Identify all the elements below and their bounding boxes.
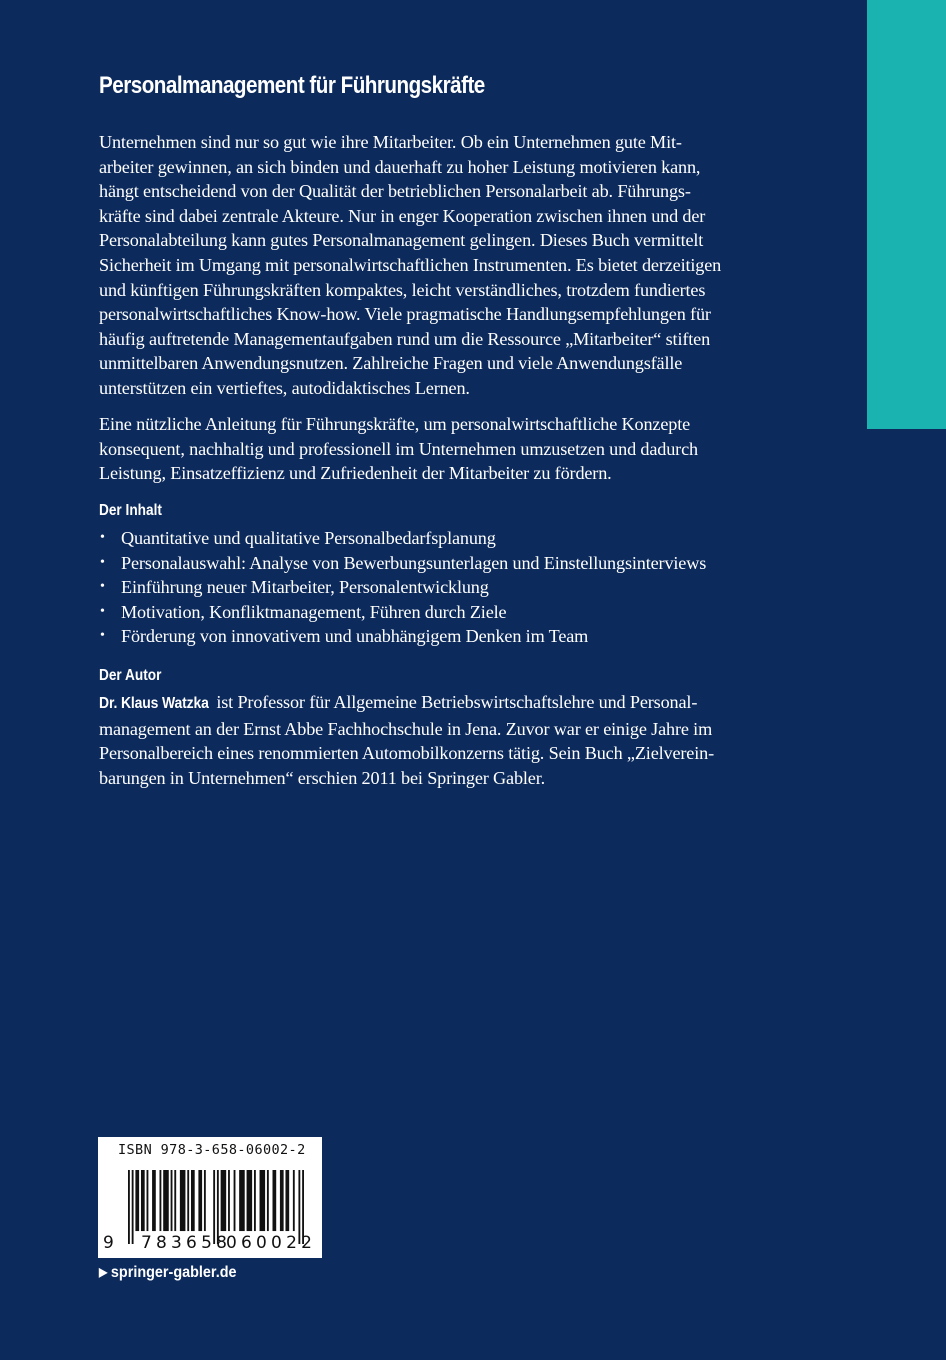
- text-line: und künftigen Führungskräften kompaktes, leicht verständliches, trotzdem fundiertes: [99, 279, 706, 300]
- author-name: Dr. Klaus Watzka: [99, 695, 209, 712]
- list-item: [99, 575, 706, 600]
- author-heading: Der Autor: [99, 667, 162, 684]
- text-line: Eine nützliche Anleitung für Führungskräfte, um personalwirtschaftliche Konzepte: [99, 414, 691, 434]
- text-line: personalwirtschaftliches Know-how. Viele pragmatische Handlungsempfehlungen für: [99, 304, 711, 325]
- list-item-text: Förderung von innovativem und unabhängigem Denken im Team: [121, 626, 589, 647]
- text-line: [99, 690, 819, 717]
- bullet-icon: •: [100, 530, 105, 545]
- bullet-icon: •: [100, 628, 105, 644]
- text-line: unmittelbaren Anwendungsnutzen. Zahlreiche Fragen und viele Anwendungsfälle: [99, 353, 683, 374]
- author-text: ist Professor für Allgemeine Betriebswirtschaftslehre und Personal-: [211, 692, 698, 712]
- isbn-barcode: [98, 1137, 322, 1258]
- publisher-url[interactable]: springer-gabler.de: [110, 1264, 237, 1281]
- ean-right-digits: 060022: [226, 1233, 317, 1253]
- bullet-icon: •: [100, 554, 105, 570]
- text-line: management an der Ernst Abbe Fachhochschule in Jena. Zuvor war er einige Jahre im: [99, 718, 713, 739]
- text-line: Personalbereich eines renommierten Automobilkonzerns tätig. Sein Buch „Zielverein-: [99, 743, 714, 764]
- contents-heading: Der Inhalt: [99, 502, 162, 519]
- summary-paragraph: [99, 412, 819, 486]
- text-line: Leistung, Einsatzeffizienz und Zufriedenheit der Mitarbeiter zu fördern.: [99, 463, 612, 484]
- list-item: [99, 600, 706, 625]
- publisher-link[interactable]: [99, 1264, 237, 1282]
- text-line: Personalabteilung kann gutes Personalmanagement gelingen. Dieses Buch vermittelt: [99, 230, 704, 251]
- list-item: [99, 526, 706, 551]
- text-line: häufig auftretende Managementaufgaben rund um die Ressource „Mitarbeiter“ stiften: [99, 328, 711, 349]
- author-paragraph: [99, 690, 819, 790]
- book-title: Personalmanagement für Führungskräfte: [99, 72, 485, 99]
- text-line: barungen in Unternehmen“ erschien 2011 bei Springer Gabler.: [99, 767, 546, 788]
- text-line: konsequent, nachhaltig und professionell im Unternehmen umzusetzen und dadurch: [99, 438, 698, 459]
- text-line: Sicherheit im Umgang mit personalwirtschaftlichen Instrumenten. Es bietet derzeitigen: [99, 254, 722, 275]
- teal-accent-block: [867, 0, 946, 429]
- contents-list: [99, 526, 706, 649]
- list-item: [99, 624, 706, 649]
- ean-left-digits: 783658: [141, 1233, 232, 1253]
- text-line: hängt entscheidend von der Qualität der betrieblichen Personalarbeit ab. Führungs-: [99, 181, 691, 202]
- isbn-label: ISBN 978-3-658-06002-2: [118, 1142, 306, 1158]
- list-item-text: Quantitative und qualitative Personalbedarfsplanung: [121, 528, 496, 548]
- text-line: arbeiter gewinnen, an sich binden und dauerhaft zu hoher Leistung motivieren kann,: [99, 156, 701, 177]
- list-item-text: Personalauswahl: Analyse von Bewerbungsunterlagen und Einstellungsinterviews: [121, 552, 707, 573]
- list-item-text: Einführung neuer Mitarbeiter, Personalentwicklung: [121, 577, 489, 598]
- bullet-icon: •: [100, 603, 105, 619]
- bullet-icon: •: [100, 579, 105, 595]
- intro-paragraph: [99, 130, 819, 401]
- text-line: Unternehmen sind nur so gut wie ihre Mitarbeiter. Ob ein Unternehmen gute Mit-: [99, 132, 682, 152]
- ean-first-digit: 9: [103, 1233, 114, 1253]
- text-line: kräfte sind dabei zentrale Akteure. Nur in enger Kooperation zwischen ihnen und der: [99, 205, 706, 226]
- text-line: unterstützen ein vertieftes, autodidaktisches Lernen.: [99, 377, 470, 398]
- list-item: [99, 551, 706, 576]
- arrow-right-icon: ▶: [99, 1265, 108, 1279]
- list-item-text: Motivation, Konfliktmanagement, Führen durch Ziele: [121, 601, 507, 622]
